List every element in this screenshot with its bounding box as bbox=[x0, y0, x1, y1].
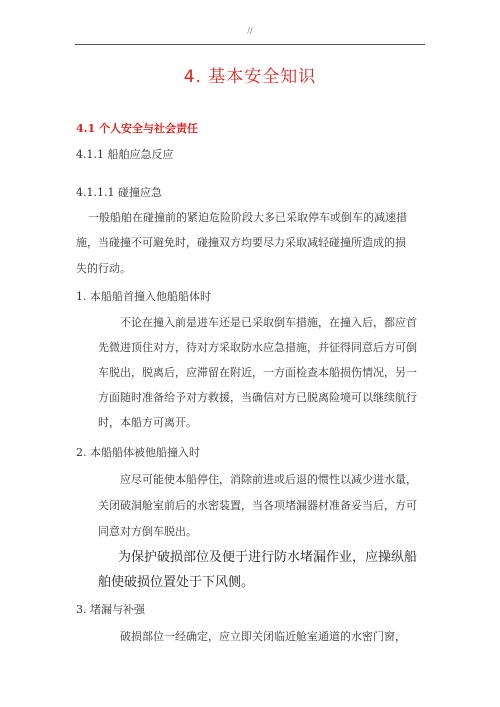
item3-heading: 3. 堵漏与补强 bbox=[76, 603, 145, 616]
header-mark: // bbox=[247, 26, 253, 35]
item3-line-1: 破损部位一经确定，应立即关闭临近舱室通道的水密门窗， bbox=[120, 630, 406, 643]
item2-line-3: 同意对方倒车脱出。 bbox=[98, 525, 197, 538]
item2-line-2: 关闭破洞舱室前后的水密装置，当各项堵漏器材准备妥当后，方可 bbox=[98, 499, 417, 512]
header-rule bbox=[75, 44, 425, 45]
subsubsection-heading: 4.1.1.1 碰撞应急 bbox=[76, 186, 162, 199]
subsection-heading: 4.1.1 船舶应急反应 bbox=[76, 148, 174, 161]
item1-line-1: 不论在撞入前是进车还是已采取倒车措施，在撞入后，都应首 bbox=[120, 316, 417, 329]
item1-line-2: 先微进顶住对方，待对方采取防水应急措施，并征得同意后方可倒 bbox=[98, 341, 417, 354]
item2-line-1: 应尽可能使本船停住，消除前进或后退的惯性以减少进水量， bbox=[120, 473, 417, 486]
intro-line-2: 施，当碰撞不可避免时，碰撞双方均要尽力采取减轻碰撞所造成的损 bbox=[76, 236, 406, 249]
item2-big-line-1: 为保护破损部位及便于进行防水堵漏作业，应操纵船 bbox=[118, 550, 418, 565]
section-heading: 4.1 个人安全与社会责任 bbox=[76, 122, 198, 135]
item1-line-3: 车脱出，脱离后，应滞留在附近，一方面检查本船损伤情况，另一 bbox=[98, 366, 417, 379]
item1-line-5: 时，本船方可离开。 bbox=[98, 416, 197, 429]
intro-line-1: 一般船舶在碰撞前的紧迫危险阶段大多已采取停车或倒车的减速措 bbox=[88, 211, 407, 224]
item1-line-4: 方面随时准备给予对方救援，当确信对方已脱离险境可以继续航行 bbox=[98, 391, 417, 404]
intro-line-3: 失的行动。 bbox=[76, 262, 131, 275]
item2-heading: 2. 本船船体被他船撞入时 bbox=[76, 446, 200, 459]
item1-heading: 1. 本船船首撞入他船船体时 bbox=[76, 290, 211, 303]
item2-big-line-2: 舶使破损位置处于下风侧。 bbox=[98, 575, 255, 590]
chapter-title: 4. 基本安全知识 bbox=[183, 67, 317, 87]
